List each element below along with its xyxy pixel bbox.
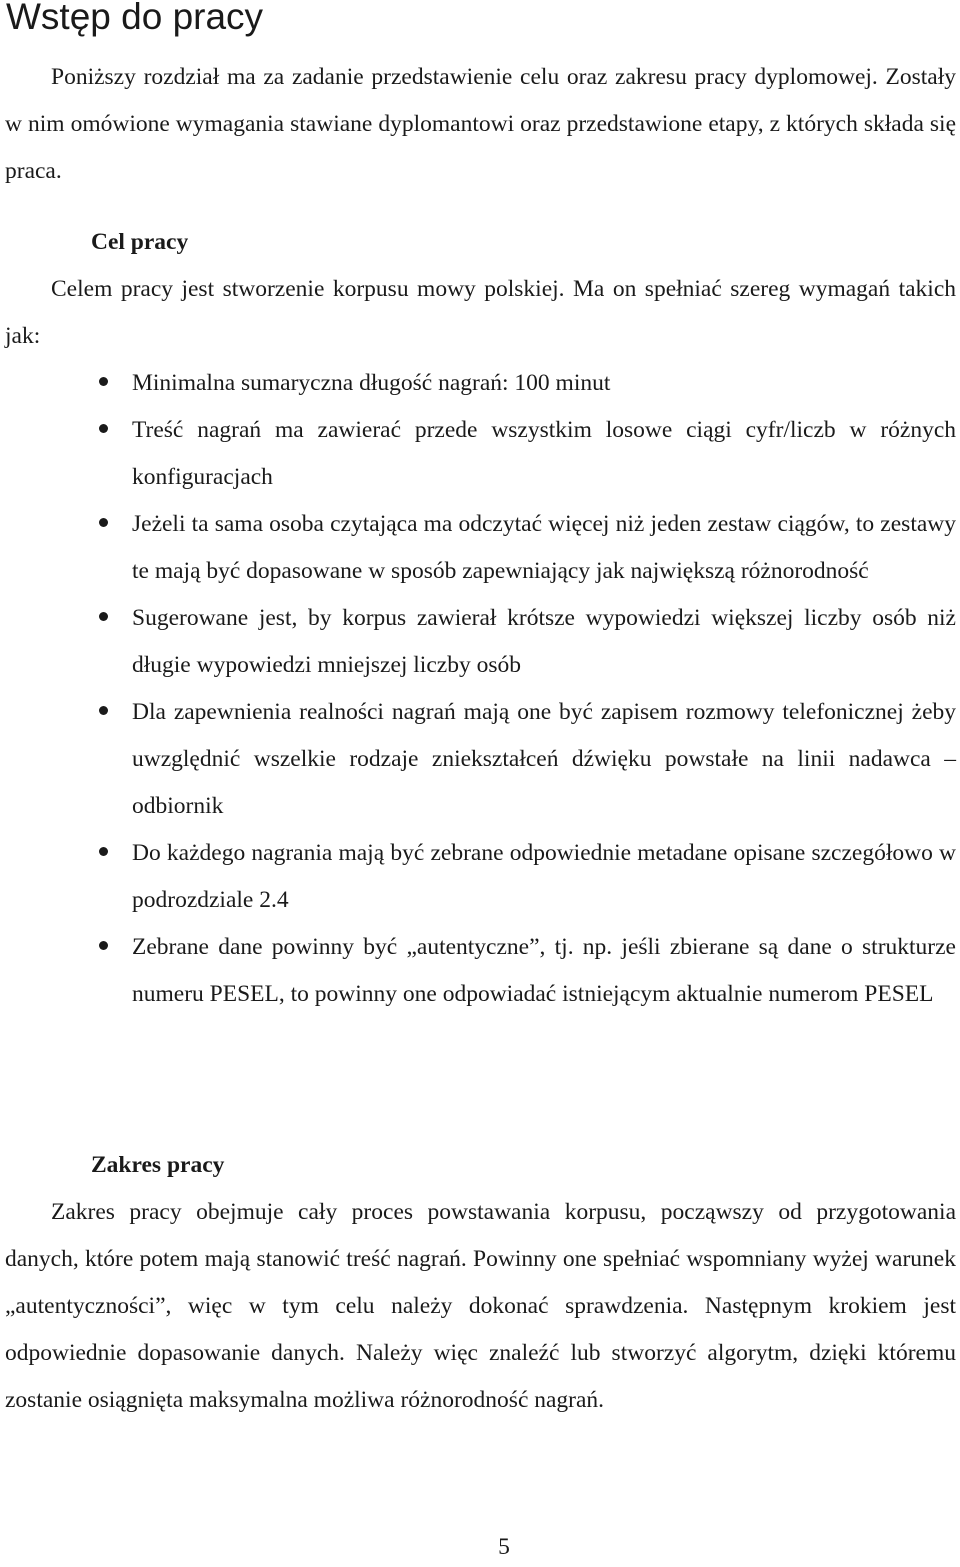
- intro-paragraph: Poniższy rozdział ma za zadanie przedstawienie celu oraz zakresu pracy dyplomowej. Zostały w nim omówione wymagania stawiane dyplomantowi oraz przedstawione etapy, z których składa się praca.: [5, 64, 956, 184]
- bullet-icon: [99, 706, 108, 715]
- requirement-item: [132, 407, 956, 501]
- requirement-item: [132, 924, 956, 1018]
- requirement-item: [132, 595, 956, 689]
- bullet-icon: [99, 518, 108, 527]
- requirement-text: Dla zapewnienia realności nagrań mają one być zapisem rozmowy telefonicznej żeby uwzględnić wszelkie rodzaje zniekształceń dźwięku powstałe na linii nadawca – odbiornik: [132, 699, 956, 819]
- requirement-text: Treść nagrań ma zawierać przede wszystkim losowe ciągi cyfr/liczb w różnych konfiguracjach: [132, 417, 956, 490]
- bullet-icon: [99, 847, 108, 856]
- requirements-list: [0, 360, 960, 1018]
- bullet-icon: [99, 424, 108, 433]
- section-text-cel-pracy: Celem pracy jest stworzenie korpusu mowy polskiej. Ma on spełniać szereg wymagań takich jak:: [5, 276, 956, 349]
- requirement-text: Do każdego nagrania mają być zebrane odpowiednie metadane opisane szczegółowo w podrozdziale 2.4: [132, 840, 956, 913]
- requirement-item: [132, 360, 956, 407]
- bullet-icon: [99, 941, 108, 950]
- section-heading-cel-pracy: Cel pracy: [91, 229, 189, 255]
- requirement-text: Sugerowane jest, by korpus zawierał krótsze wypowiedzi większej liczby osób niż długie wypowiedzi mniejszej liczby osób: [132, 605, 956, 678]
- section-heading-zakres-pracy: Zakres pracy: [91, 1152, 225, 1178]
- bullet-icon: [99, 377, 108, 386]
- bullet-icon: [99, 612, 108, 621]
- chapter-title: Wstęp do pracy: [6, 0, 264, 37]
- section-text-zakres-pracy: Zakres pracy obejmuje cały proces powstawania korpusu, począwszy od przygotowania danych, które potem mają stanowić treść nagrań. Powinny one spełniać wspomniany wyżej warunek „autentyczności”, więc w tym celu należy dokonać sprawdzenia. Następnym krokiem jest odpowiednie dopasowanie danych. Należy więc znaleźć lub stworzyć algorytm, dzięki któremu zostanie osiągnięta maksymalna możliwa różnorodność nagrań.: [5, 1199, 956, 1413]
- requirement-item: [132, 501, 956, 595]
- requirement-item: [132, 689, 956, 830]
- requirement-item: [132, 830, 956, 924]
- requirement-text: Zebrane dane powinny być „autentyczne”, tj. np. jeśli zbierane są dane o strukturze numeru PESEL, to powinny one odpowiadać istniejącym aktualnie numerom PESEL: [132, 934, 956, 1007]
- page-number: 5: [498, 1534, 510, 1560]
- requirement-text: Minimalna sumaryczna długość nagrań: 100 minut: [132, 370, 611, 396]
- requirement-text: Jeżeli ta sama osoba czytająca ma odczytać więcej niż jeden zestaw ciągów, to zestawy te mają być dopasowane w sposób zapewniający jak największą różnorodność: [132, 511, 956, 584]
